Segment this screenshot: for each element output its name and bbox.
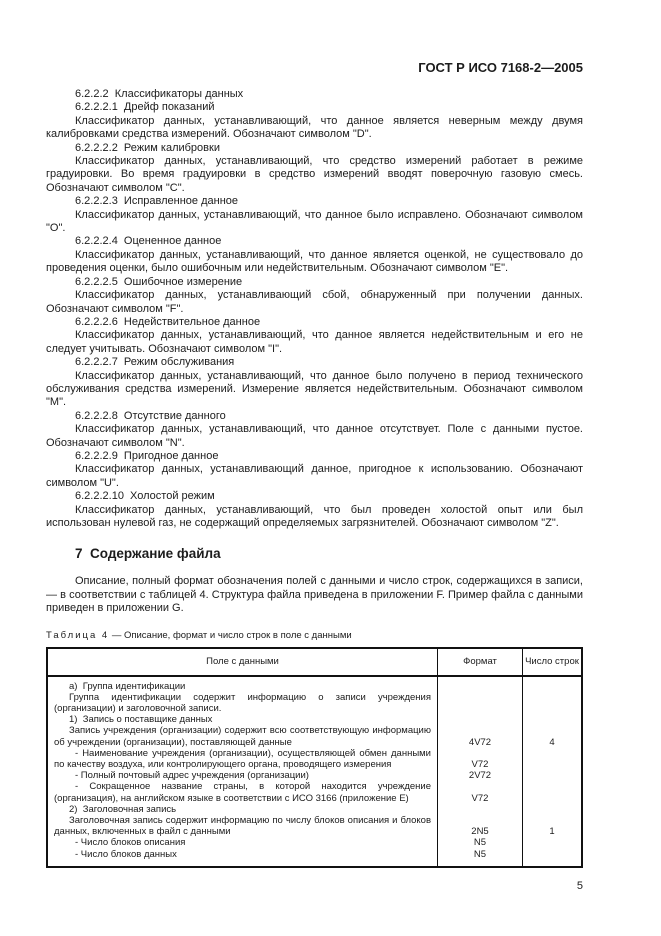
section-line: 6.2.2.2 Классификаторы данных (75, 88, 244, 100)
section-line: Классификатор данных, устанавливающий, что данное является недействительным и его не следует учитывать. Обозначают символом "I". (46, 329, 583, 355)
table-row (48, 837, 581, 848)
section-line: 6.2.2.2.4 Оцененное данное (75, 235, 222, 248)
cell-format: 2N5 (437, 815, 522, 837)
table-caption-text: — Описание, формат и число строк в поле с данными (111, 629, 352, 641)
column-header-field: Поле с данными (206, 656, 279, 668)
table-row (48, 714, 581, 725)
section-line: Классификатор данных, устанавливающий, что данное является оценкой, не существовало до проведения оценки, было ошибочным или недействительным. Обозначают символом "E". (46, 248, 583, 275)
standard-number: ГОСТ Р ИСО 7168-2—2005 (418, 60, 583, 75)
table-caption-label: Таблица 4 (46, 629, 110, 641)
cell-format (437, 804, 522, 815)
cell-format: N5 (437, 849, 522, 866)
document-page (46, 60, 583, 892)
table-row (48, 849, 581, 866)
section-line: 6.2.2.2.7 Режим обслуживания (75, 356, 235, 369)
cell-lines (522, 837, 581, 848)
cell-description: - Число блоков описания (75, 837, 186, 849)
cell-description: 2) Заголовочная запись (69, 803, 177, 815)
cell-format: V72 (437, 748, 522, 770)
cell-description: Заголовочная запись содержит информацию по числу блоков описания и блоков данных, включенных в файл с данными (54, 815, 431, 838)
table-row (48, 815, 581, 837)
cell-lines: 1 (522, 815, 581, 837)
section-7-intro: Описание, полный формат обозначения полей с данными и число строк, содержащихся в записи, — в соответствии с таблицей 4. Структура файла приведена в приложении F. Пример файла с данными приведен в приложении G. (46, 575, 583, 615)
section-line: 6.2.2.2.3 Исправленное данное (75, 195, 239, 208)
table-row (48, 692, 581, 714)
cell-lines (522, 677, 581, 692)
section-line: Классификатор данных, устанавливающий, что средство измерений работает в режиме градуировки. Во время градуировки в средство измерений вводят поверочную газовую смесь. Обозначают символом "C". (46, 155, 583, 194)
document-header (46, 60, 583, 75)
section-line: 6.2.2.2.10 Холостой режим (75, 490, 215, 503)
cell-format: 2V72 (437, 770, 522, 781)
column-header-format: Формат (437, 649, 522, 675)
section-line: Классификатор данных, устанавливающий, что данное было получено в период технического обслуживания средства измерений. Измерение является недействительным. Обозначают символом "M". (46, 369, 583, 409)
column-header-lines: Число строк (522, 649, 581, 675)
cell-format (437, 677, 522, 692)
section-line: 6.2.2.2.6 Недействительное данное (75, 315, 261, 328)
cell-description: - Наименование учреждения (организации), осуществляющей обмен данными по качеству воздуха, или контролирующего органа, проводящего измерения (54, 747, 431, 771)
cell-description: Запись учреждения (организации) содержит всю соответствующую информацию об учреждении (организации), поставляющей данные (54, 725, 431, 748)
section-line: 6.2.2.2.8 Отсутствие данного (75, 409, 226, 422)
cell-lines (522, 748, 581, 770)
section-line: Классификатор данных, устанавливающий, что данное было исправлено. Обозначают символом "O". (46, 208, 583, 235)
section-line: Классификатор данных, устанавливающий данное, пригодное к использованию. Обозначают символом "U". (46, 463, 583, 489)
section-7-title: 7 Содержание файла (75, 546, 221, 562)
section-line: 6.2.2.2.9 Пригодное данное (75, 449, 219, 462)
cell-description: - Число блоков данных (75, 848, 177, 860)
section-line: 6.2.2.2.1 Дрейф показаний (75, 101, 215, 114)
section-6-2-2-2 (46, 88, 583, 530)
cell-description: Группа идентификации содержит информацию о записи учреждения (организации) и заголовочной записи. (54, 691, 431, 715)
cell-format: N5 (437, 837, 522, 848)
table-caption (46, 630, 583, 641)
cell-format (437, 714, 522, 725)
section-line: Классификатор данных, устанавливающий, что данное является неверным между двумя калибровками средства измерений. Обозначают символом "D". (46, 114, 583, 141)
table-row (48, 804, 581, 815)
cell-description: а) Группа идентификации (69, 680, 186, 692)
cell-lines (522, 781, 581, 803)
section-line: 6.2.2.2.5 Ошибочное измерение (75, 275, 243, 288)
table-row (48, 725, 581, 747)
page-number: 5 (576, 879, 583, 892)
table-row (48, 677, 581, 692)
cell-lines (522, 714, 581, 725)
cell-format (437, 692, 522, 714)
cell-lines (522, 849, 581, 866)
cell-lines (522, 692, 581, 714)
cell-lines (522, 804, 581, 815)
table-row (48, 781, 581, 803)
cell-format: V72 (437, 781, 522, 803)
cell-lines: 4 (522, 725, 581, 747)
section-line: Классификатор данных, устанавливающий, что данное отсутствует. Поле с данными пустое. Обозначают символом "N". (46, 423, 583, 449)
table-4 (46, 647, 583, 868)
cell-description: - Сокращенное название страны, в которой находится учреждение (организация), на английском языке в соответствии с ИСО 3166 (приложение Е) (54, 781, 431, 804)
table-body (48, 677, 581, 866)
table-header-row (48, 649, 581, 677)
cell-format: 4V72 (437, 725, 522, 747)
section-line: Классификатор данных, устанавливающий, что был проведен холостой опыт или был использован нулевой газ, не содержащий определяемых загрязнителей. Обозначают символом "Z". (46, 503, 583, 529)
cell-description: 1) Запись о поставщике данных (69, 714, 213, 726)
section-line: Классификатор данных, устанавливающий сбой, обнаруженный при получении данных. Обозначают символом "F". (46, 289, 583, 315)
table-row (48, 770, 581, 781)
table-row (48, 748, 581, 770)
section-line: 6.2.2.2.2 Режим калибровки (75, 141, 220, 154)
cell-lines (522, 770, 581, 781)
cell-description: - Полный почтовый адрес учреждения (организации) (75, 770, 309, 782)
